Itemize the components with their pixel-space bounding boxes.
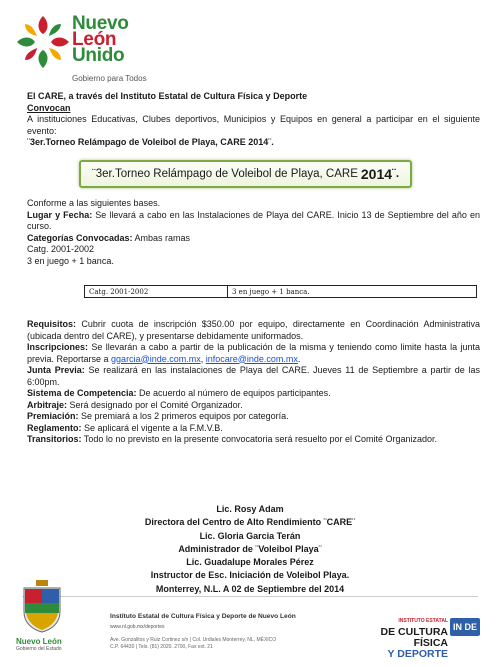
sistema-text: De acuerdo al número de equipos participantes.	[136, 388, 331, 398]
premiacion-label: Premiación:	[27, 411, 79, 421]
table-row	[85, 286, 477, 298]
nl-logo-subtext: Gobierno del Estado	[16, 646, 62, 652]
email-link-infocare[interactable]: infocare@inde.com.mx	[205, 353, 298, 364]
sistema-label: Sistema de Competencia:	[27, 388, 137, 398]
footer-address: Ave. Gonzalitos y Ruiz Cortinez s/n | Col. Urdiales Monterrey, NL, MÉXICO	[110, 637, 277, 643]
premiacion-text: Se premiará a los 2 primeros equipos por categoría.	[78, 411, 289, 421]
logo-tagline: Gobierno para Todos	[72, 74, 147, 83]
event-title-banner	[79, 160, 412, 188]
signature-line: Lic. Gloria Garcia Terán	[199, 530, 301, 541]
transitorios-label: Transitorios:	[27, 434, 82, 444]
arbitraje-label: Arbitraje:	[27, 399, 68, 410]
categorias-label: Categorías Convocadas:	[27, 232, 133, 243]
inde-line2: DE CULTURA FÍSICA	[380, 626, 448, 649]
transitorios-paragraph	[27, 434, 480, 446]
signature-line: Lic. Guadalupe Morales Pérez	[186, 557, 314, 568]
signature-line: Instructor de Esc. Iniciación de Voleibol Playa.	[150, 570, 350, 581]
footer-website: www.nl.gob.mx/deportes	[110, 624, 165, 630]
banner-text: ¨3er.Torneo Relámpago de Voleibol de Playa, CARE	[91, 168, 358, 180]
logo-line-unido: Unido	[72, 45, 125, 66]
sistema-paragraph	[27, 388, 480, 400]
catg-line: Catg. 2001-2002	[27, 244, 95, 254]
footer-divider	[22, 596, 478, 597]
email-end: .	[297, 353, 301, 364]
requisitos-text: Cubrir cuota de inscripción $350.00 por equipo, directamente en Coordinación Administrativa (ubicada dentro del CARE), y presentarse debidamente uniformados.	[27, 319, 480, 341]
nuevo-leon-coat-of-arms-logo	[16, 578, 68, 658]
bases-block	[27, 198, 480, 267]
transitorios-text: Todo lo no previsto en la presente convocatoria será resuelto por el Comité Organizador.	[81, 434, 438, 444]
inde-line1: INSTITUTO ESTATAL	[398, 618, 448, 624]
footer-institute-name: Instituto Estatal de Cultura Física y Deporte de Nuevo León	[110, 613, 296, 620]
arbitraje-text: Será designado por el Comité Organizador.	[67, 399, 243, 410]
table-cell-category: Catg. 2001-2002	[85, 286, 228, 298]
inde-badge: IN DE	[450, 618, 480, 636]
signature-line: Lic. Rosy Adam	[216, 504, 284, 514]
bases-intro: Conforme a las siguientes bases.	[27, 198, 161, 208]
reglamento-paragraph	[27, 423, 480, 435]
rules-block	[27, 319, 480, 446]
categorias-text: Ambas ramas	[132, 232, 191, 243]
category-table-wrap	[84, 285, 477, 298]
email-link-ggarcia[interactable]: ggarcia@inde.com.mx	[111, 353, 201, 364]
nl-logo-text: Nuevo León	[16, 637, 62, 646]
inscripciones-label: Inscripciones:	[27, 342, 89, 352]
intro-event-name: ¨3er.Torneo Relámpago de Voleibol de Playa, CARE 2014¨.	[27, 137, 274, 147]
lugar-fecha-paragraph	[27, 210, 480, 233]
junta-text: Se realizará en las instalaciones de Playa del CARE. Jueves 11 de Septiembre a partir de las 6:00pm.	[27, 365, 480, 387]
inde-logo	[362, 608, 480, 660]
intro-invitation: A instituciones Educativas, Clubes deportivos, Municipios y Equipos en general a participar en el siguiente evento:	[27, 114, 480, 136]
logo-line-nuevo: Nuevo	[72, 13, 129, 34]
category-table	[84, 285, 477, 298]
signature-line: Administrador de ¨Voleibol Playa¨	[178, 543, 322, 554]
convocan-heading: Convocan	[27, 102, 71, 113]
lugar-label: Lugar y Fecha:	[27, 209, 93, 220]
email-separator: ,	[200, 353, 206, 364]
intro-line: El CARE, a través del Instituto Estatal de Cultura Física y Deporte	[27, 91, 308, 101]
arbitraje-paragraph	[27, 400, 480, 412]
inscripciones-paragraph	[27, 342, 480, 365]
signature-line: Monterrey, N.L. A 02 de Septiembre del 2014	[155, 583, 345, 594]
signature-block	[0, 503, 500, 596]
signature-line: Directora del Centro de Alto Rendimiento ¨CARE¨	[144, 517, 356, 528]
inde-line3: Y DEPORTE	[387, 648, 448, 660]
juego-line: 3 en juego + 1 banca.	[27, 255, 114, 266]
logo-line-leon: León	[72, 29, 117, 50]
junta-label: Junta Previa:	[27, 365, 85, 375]
table-cell-players: 3 en juego + 1 banca.	[228, 286, 477, 298]
junta-paragraph	[27, 365, 480, 388]
requisitos-label: Requisitos:	[27, 319, 77, 329]
premiacion-paragraph	[27, 411, 480, 423]
logo-wordmark	[72, 13, 129, 66]
requisitos-paragraph	[27, 319, 480, 342]
categorias-paragraph	[27, 233, 480, 245]
intro-block	[27, 91, 480, 149]
reglamento-text: Se aplicará el vigente a la F.M.V.B.	[81, 422, 223, 433]
star-emblem-icon	[16, 12, 70, 72]
inscripciones-text: Se llevarán a cabo a partir de la publicación de la misma y teniendo como limite hasta la junta previa. Reportarse a	[27, 342, 480, 364]
lugar-text: Se llevará a cabo en las Instalaciones de Playa del CARE. Inicio 13 de Septiembre del año en curso.	[27, 209, 481, 231]
footer-phone: C.P. 64430 | Tels. (81) 2020. 2700, Fax ext. 21	[110, 644, 213, 650]
inde-wordmark	[362, 612, 448, 660]
banner-tail: ¨.	[392, 168, 400, 180]
reglamento-label: Reglamento:	[27, 422, 82, 433]
banner-year: 2014	[360, 166, 393, 182]
coat-of-arms-icon	[16, 578, 68, 634]
